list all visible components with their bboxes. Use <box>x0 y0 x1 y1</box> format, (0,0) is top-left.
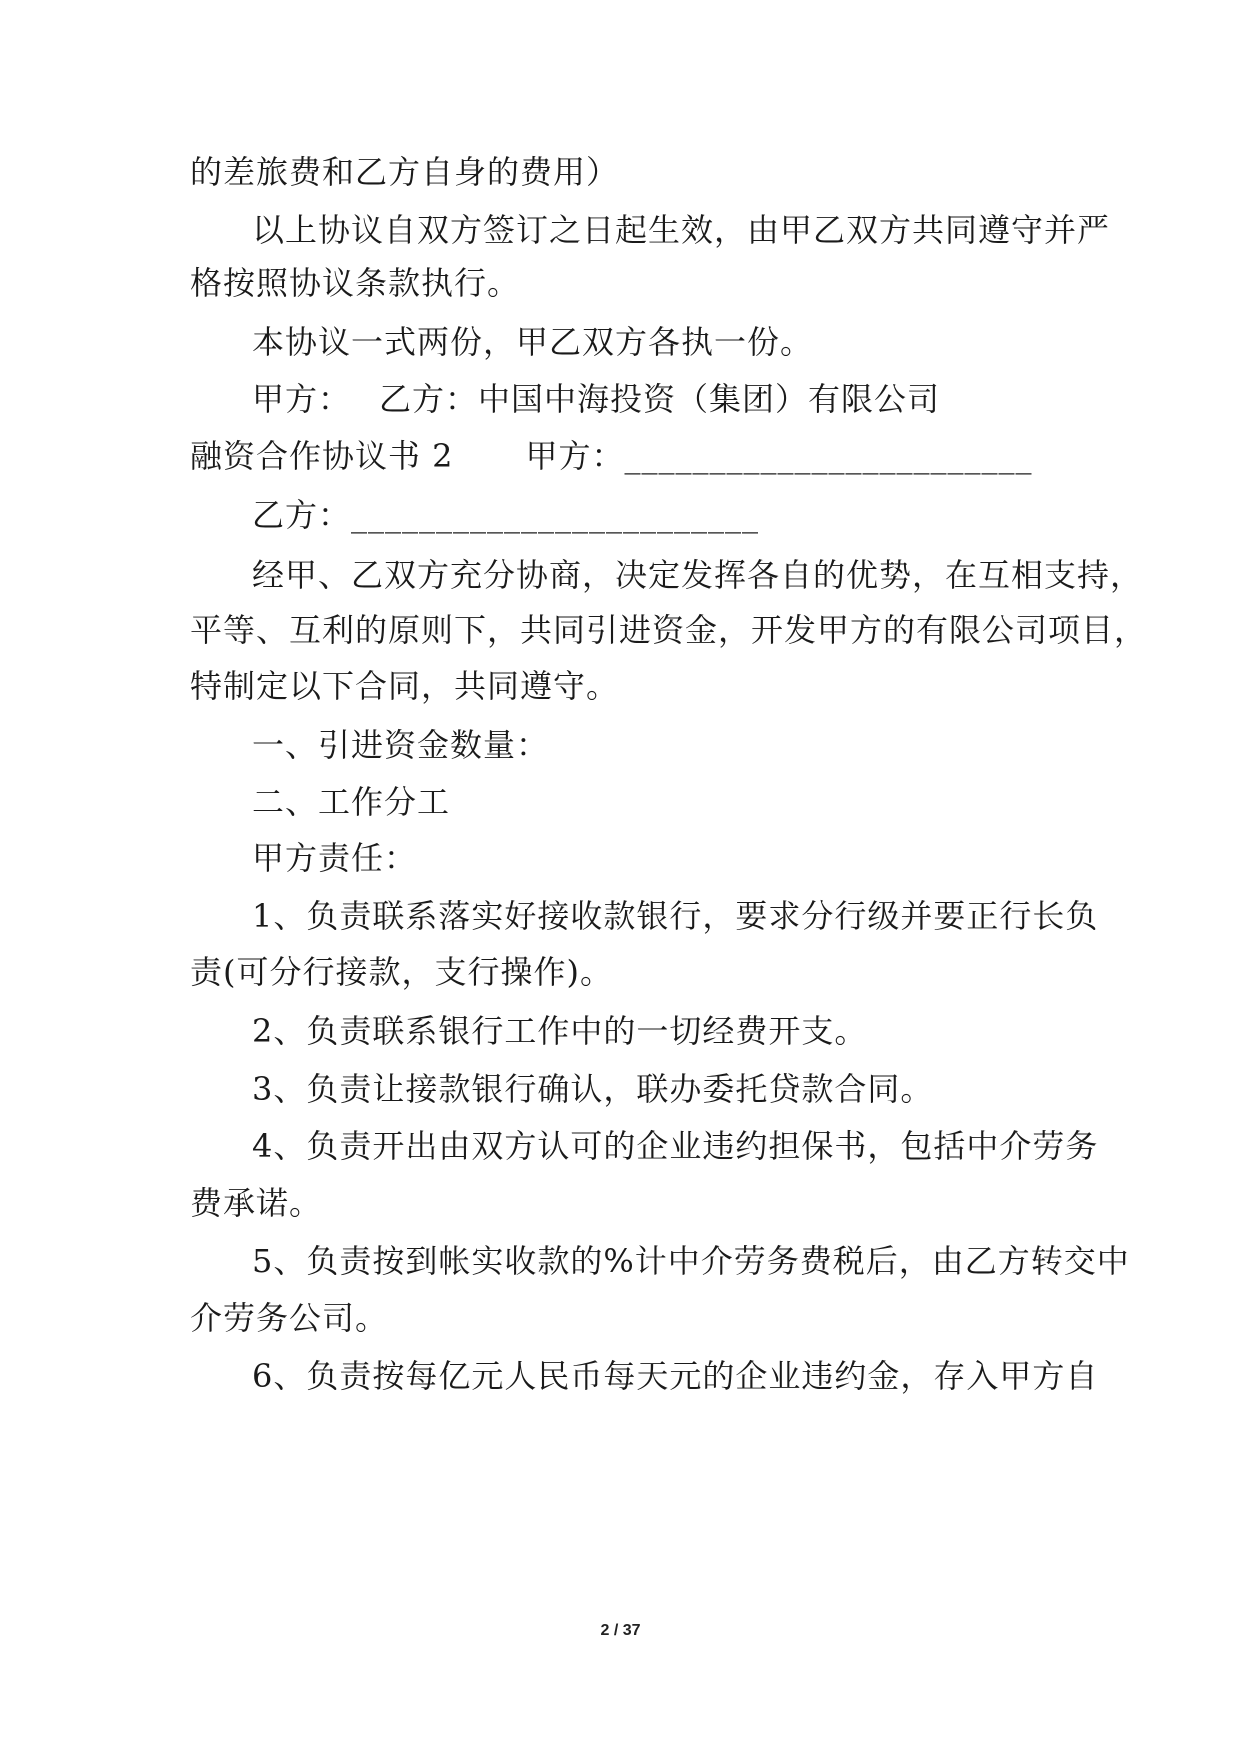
signature-line <box>252 379 940 419</box>
agreement-title: 融资合作协议书 2 <box>190 437 454 475</box>
list-item: 2、负责联系银行工作中的一切经费开支。 <box>252 1012 868 1050</box>
list-item-continuation: 介劳务公司。 <box>190 1299 389 1337</box>
paragraph-line: 以上协议自双方签订之日起生效，由甲乙双方共同遵守并严 <box>252 211 1111 249</box>
party-a-field: 甲方：________________________ <box>525 437 1033 475</box>
subsection-heading: 甲方责任： <box>252 839 418 877</box>
section-heading: 二、工作分工 <box>252 783 451 821</box>
list-item-continuation: 费承诺。 <box>190 1184 323 1222</box>
agreement-heading-line <box>190 436 1033 476</box>
party-b-field: 乙方：________________________ <box>252 496 760 534</box>
paragraph-line: 经甲、乙双方充分协商，决定发挥各自的优势，在互相支持， <box>252 556 1144 594</box>
paragraph-line: 本协议一式两份，甲乙双方各执一份。 <box>252 323 814 361</box>
list-item: 1、负责联系落实好接收款银行，要求分行级并要正行长负 <box>252 897 1099 935</box>
paragraph-line: 平等、互利的原则下，共同引进资金，开发甲方的有限公司项目， <box>190 611 1148 649</box>
paragraph-line: 格按照协议条款执行。 <box>190 264 521 302</box>
list-item: 6、负责按每亿元人民币每天元的企业违约金，存入甲方自 <box>252 1357 1099 1395</box>
list-item: 4、负责开出由双方认可的企业违约担保书，包括中介劳务 <box>252 1127 1099 1165</box>
party-b-label: 乙方：中国中海投资（集团）有限公司 <box>379 380 941 418</box>
list-item: 5、负责按到帐实收款的%计中介劳务费税后，由乙方转交中 <box>252 1242 1130 1280</box>
list-item-continuation: 责(可分行接款，支行操作)。 <box>190 953 613 991</box>
section-heading: 一、引进资金数量： <box>252 726 550 764</box>
paragraph-line: 特制定以下合同，共同遵守。 <box>190 667 620 705</box>
list-item: 3、负责让接款银行确认，联办委托贷款合同。 <box>252 1070 934 1108</box>
party-a-label: 甲方： <box>252 380 352 418</box>
page-number: 2 / 37 <box>600 1622 641 1639</box>
paragraph-line: 的差旅费和乙方自身的费用） <box>190 153 620 191</box>
